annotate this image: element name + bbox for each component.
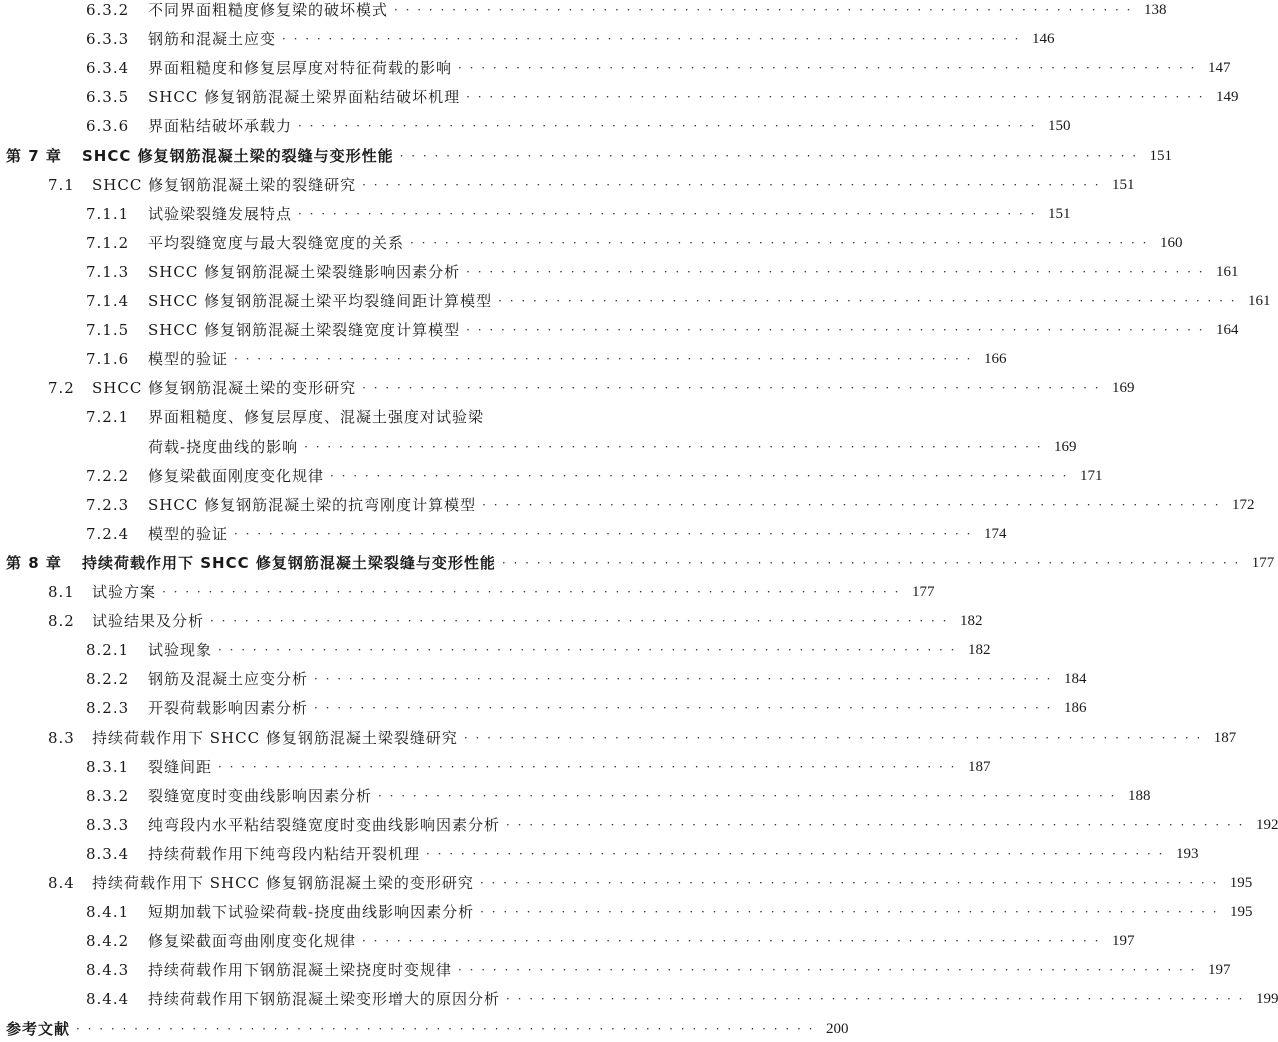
toc-entry-number: 8.4.4	[86, 990, 130, 1009]
toc-entry-page: 199	[1255, 991, 1278, 1008]
toc-leader-dots: · · · · · · · · · · · · · · · · · · · · · · · · · · · · · · · · · · · · · · · · · · · · · · · · · · · · · · · · · · · · · · · ·	[218, 643, 957, 658]
toc-entry-page: 161	[1248, 293, 1271, 309]
toc-entry-page: 197	[1207, 962, 1231, 979]
toc-entry[interactable]	[0, 812, 1278, 838]
toc-entry-page: 151	[1149, 147, 1173, 164]
toc-leader-dots: · · · · · · · · · · · · · · · · · · · · · · · · · · · · · · · · · · · · · · · · · · · · · · · · · · · · · · · · · · · · · · · ·	[399, 148, 1139, 163]
toc-entry-title: SHCC 修复钢筋混凝土梁的变形研究	[92, 379, 357, 398]
toc-entry[interactable]	[0, 608, 983, 634]
toc-entry-number: 8.3.4	[86, 844, 130, 863]
toc-entry[interactable]	[0, 259, 1239, 285]
toc-entry[interactable]	[0, 579, 935, 605]
toc-entry-title: 平均裂缝宽度与最大裂缝宽度的关系	[148, 233, 405, 252]
toc-entry-number: 8.3.3	[86, 815, 130, 834]
toc-entry-page: 186	[1063, 700, 1087, 717]
toc-leader-dots: · · · · · · · · · · · · · · · · · · · · · · · · · · · · · · · · · · · · · · · · · · · · · · · · · · · · · · · · · · · · · · · ·	[479, 876, 1219, 890]
toc-entry-title: SHCC 修复钢筋混凝土梁平均裂缝间距计算模型	[148, 292, 493, 310]
toc-entry-page: 197	[1111, 933, 1135, 950]
toc-entry-number: 7.2.4	[86, 524, 130, 543]
toc-entry-page: 192	[1255, 816, 1278, 833]
toc-entry-title: 模型的验证	[148, 350, 229, 369]
toc-entry[interactable]	[0, 695, 1087, 721]
toc-leader-dots: · · · · · · · · · · · · · · · · · · · · · · · · · · · · · · · · · · · · · · · · · · · · · · · · · · · · · · · · · · · · · · · ·	[378, 788, 1117, 803]
toc-leader-dots: · · · · · · · · · · · · · · · · · · · · · · · · · · · · · · · · · · · · · · · · · · · · · · · · · · · · · · · · · · · · · · · ·	[506, 992, 1245, 1007]
toc-entry-page: 195	[1229, 875, 1253, 891]
toc-leader-dots: · · · · · · · · · · · · · · · · · · · · · · · · · · · · · · · · · · · · · · · · · · · · · · · · · · · · · · · · · · · · · · · ·	[362, 381, 1101, 396]
toc-entry-title: 不同界面粗糙度修复梁的破坏模式	[148, 1, 389, 19]
toc-entry[interactable]	[0, 143, 1173, 169]
toc-entry-title: 界面粗糙度和修复层厚度对特征荷载的影响	[148, 59, 453, 78]
toc-entry-title: 修复梁截面弯曲刚度变化规律	[148, 932, 357, 951]
toc-entry-number: 7.1	[48, 175, 75, 194]
toc-entry-title: SHCC 修复钢筋混凝土梁裂缝宽度计算模型	[148, 321, 461, 340]
toc-leader-dots: · · · · · · · · · · · · · · · · · · · · · · · · · · · · · · · · · · · · · · · · · · · · · · · · · · · · · · · · · · · · · · · ·	[394, 3, 1133, 17]
toc-entry-number: 7.1.6	[86, 350, 130, 369]
toc-leader-dots: · · · · · · · · · · · · · · · · · · · · · · · · · · · · · · · · · · · · · · · · · · · · · · · · · · · · · · · · · · · · · · · ·	[314, 701, 1053, 716]
toc-entry-page: 174	[983, 525, 1007, 542]
toc-entry-number: 8.3.2	[86, 786, 130, 805]
toc-entry-number: 8.3	[48, 728, 75, 747]
toc-entry[interactable]	[0, 55, 1231, 81]
toc-entry[interactable]	[0, 928, 1135, 954]
toc-entry-page: 177	[1251, 554, 1275, 571]
toc-entry-number: 8.4.1	[86, 903, 130, 922]
toc-entry-title: 钢筋及混凝土应变分析	[148, 670, 309, 689]
toc-entry-title: 持续荷载作用下 SHCC 修复钢筋混凝土梁裂缝研究	[92, 728, 458, 747]
toc-entry-title: 持续荷载作用下钢筋混凝土梁挠度时变规律	[148, 961, 453, 980]
toc-entry[interactable]	[0, 172, 1135, 198]
toc-entry[interactable]	[0, 230, 1183, 256]
toc-entry-title: 荷载-挠度曲线的影响	[148, 437, 299, 456]
toc-entry-number: 第 8 章	[6, 553, 62, 572]
toc-leader-dots: · · · · · · · · · · · · · · · · · · · · · · · · · · · · · · · · · · · · · · · · · · · · · · · · · · · · · · · · · · · · · · · ·	[362, 177, 1101, 192]
toc-entry-page: 149	[1216, 89, 1239, 106]
toc-entry-number: 6.3.5	[86, 88, 130, 107]
toc-entry-page: 151	[1047, 205, 1071, 222]
toc-entry[interactable]	[0, 841, 1199, 867]
toc-leader-dots: · · · · · · · · · · · · · · · · · · · · · · · · · · · · · · · · · · · · · · · · · · · · · · · · · · · · · · · · · · · · · · · ·	[463, 730, 1203, 745]
toc-leader-dots: · · · · · · · · · · · · · · · · · · · · · · · · · · · · · · · · · · · · · · · · · · · · · · · · · · · · · · · · · · · · · · · ·	[362, 934, 1101, 949]
toc-entry-page: 182	[967, 642, 991, 659]
toc-entry[interactable]	[0, 1016, 849, 1042]
toc-leader-dots: · · · · · · · · · · · · · · · · · · · · · · · · · · · · · · · · · · · · · · · · · · · · · · · · · · · · · · · · · · · · · · · ·	[480, 905, 1219, 920]
toc-entry-number: 8.2.2	[86, 670, 130, 689]
toc-entry-title: 修复梁截面刚度变化规律	[148, 466, 325, 485]
toc-entry-number: 6.3.3	[86, 30, 130, 49]
toc-entry-number: 7.2.1	[86, 408, 130, 427]
toc-entry-page: 161	[1216, 263, 1239, 280]
toc-entry-title: 开裂荷载影响因素分析	[148, 699, 309, 718]
toc-entry-title: 裂缝宽度时变曲线影响因素分析	[148, 786, 373, 805]
toc-entry-title: 钢筋和混凝土应变	[148, 30, 277, 49]
toc-entry[interactable]	[0, 201, 1071, 227]
toc-entry-number: 7.2.2	[86, 466, 130, 485]
toc-leader-dots: · · · · · · · · · · · · · · · · · · · · · · · · · · · · · · · · · · · · · · · · · · · · · · · · · · · · · · · · · · · · · · · ·	[466, 323, 1205, 338]
toc-entry-number: 8.2.3	[86, 699, 130, 718]
toc-entry-number: 6.3.6	[86, 117, 130, 136]
toc-entry[interactable]	[0, 754, 991, 780]
toc-entry[interactable]	[0, 521, 1007, 547]
toc-leader-dots: · · · · · · · · · · · · · · · · · · · · · · · · · · · · · · · · · · · · · · · · · · · · · · · · · · · · · · · · · · · · · · · ·	[162, 585, 901, 599]
toc-entry[interactable]	[0, 346, 1007, 372]
toc-entry[interactable]	[0, 463, 1103, 489]
toc-entry[interactable]	[0, 986, 1278, 1012]
toc-entry-number: 8.3.1	[86, 757, 130, 776]
toc-entry-page: 193	[1175, 845, 1199, 862]
toc-entry-page: 172	[1232, 496, 1255, 513]
toc-entry-number: 8.4.2	[86, 932, 130, 951]
toc-entry-title: 参考文献	[6, 1019, 71, 1038]
toc-entry-title: 纯弯段内水平粘结裂缝宽度时变曲线影响因素分析	[148, 815, 501, 834]
toc-leader-dots: · · · · · · · · · · · · · · · · · · · · · · · · · · · · · · · · · · · · · · · · · · · · · · · · · · · · · · · · · · · · · · · ·	[218, 759, 957, 774]
toc-entry-page: 146	[1031, 31, 1055, 48]
toc-entry-number: 7.1.3	[86, 262, 130, 281]
toc-entry-page: 195	[1230, 904, 1253, 921]
toc-entry[interactable]	[0, 637, 991, 663]
toc-leader-dots: · · · · · · · · · · · · · · · · · · · · · · · · · · · · · · · · · · · · · · · · · · · · · · · · · · · · · · · · · · · · · · · ·	[458, 963, 1197, 978]
toc-entry-page: 169	[1054, 438, 1077, 455]
toc-entry-title: 试验梁裂缝发展特点	[148, 204, 293, 223]
toc-entry[interactable]	[0, 957, 1231, 983]
toc-entry-number: 8.1	[48, 583, 75, 601]
toc-leader-dots: · · · · · · · · · · · · · · · · · · · · · · · · · · · · · · · · · · · · · · · · · · · · · · · · · · · · · · · · · · · · · · · ·	[498, 294, 1237, 308]
toc-entry[interactable]	[0, 288, 1271, 314]
toc-leader-dots: · · · · · · · · · · · · · · · · · · · · · · · · · · · · · · · · · · · · · · · · · · · · · · · · · · · · · · · · · · · · · · · ·	[458, 61, 1197, 76]
toc-leader-dots: · · · · · · · · · · · · · · · · · · · · · · · · · · · · · · · · · · · · · · · · · · · · · · · · · · · · · · · · · · · · · · · ·	[426, 846, 1165, 861]
toc-entry-title: 试验结果及分析	[92, 612, 205, 631]
toc-entry-number: 7.1.1	[86, 204, 130, 223]
toc-entry-title: 试验方案	[92, 583, 157, 601]
toc-entry-title: 试验现象	[148, 641, 213, 660]
toc-entry-page: 150	[1047, 118, 1071, 135]
toc-entry-page: 187	[1213, 729, 1237, 746]
toc-entry-page: 166	[983, 351, 1007, 368]
toc-entry[interactable]	[0, 783, 1151, 809]
toc-entry[interactable]	[0, 725, 1237, 751]
toc-leader-dots: · · · · · · · · · · · · · · · · · · · · · · · · · · · · · · · · · · · · · · · · · · · · · · · · · · · · · · · · · · · · · · · ·	[314, 672, 1053, 687]
toc-entry-page: 200	[825, 1020, 849, 1037]
toc-leader-dots: · · · · · · · · · · · · · · · · · · · · · · · · · · · · · · · · · · · · · · · · · · · · · · · · · · · · · · · · · · · · · · · ·	[466, 264, 1205, 279]
toc-entry-page: 147	[1207, 60, 1231, 77]
toc-entry[interactable]	[0, 26, 1055, 52]
toc-entry-title: SHCC 修复钢筋混凝土梁的抗弯刚度计算模型	[148, 495, 477, 514]
toc-leader-dots: · · · · · · · · · · · · · · · · · · · · · · · · · · · · · · · · · · · · · · · · · · · · · · · · · · · · · · · · · · · · · · · ·	[330, 468, 1069, 483]
toc-entry-title: SHCC 修复钢筋混凝土梁的裂缝与变形性能	[82, 146, 394, 165]
toc-entry-page: 171	[1079, 467, 1103, 484]
toc-entry-page: 164	[1216, 322, 1239, 339]
toc-entry[interactable]	[0, 0, 1167, 23]
toc-entry[interactable]	[0, 550, 1275, 576]
toc-entry[interactable]	[0, 404, 730, 430]
toc-entry-number: 8.4.3	[86, 961, 130, 980]
toc-leader-dots: · · · · · · · · · · · · · · · · · · · · · · · · · · · · · · · · · · · · · · · · · · · · · · · · · · · · · · · · · · · · · · · ·	[234, 526, 973, 541]
toc-entry-number: 6.3.4	[86, 59, 130, 78]
toc-entry[interactable]	[0, 666, 1087, 692]
toc-entry-page: 187	[967, 758, 991, 775]
toc-leader-dots: · · · · · · · · · · · · · · · · · · · · · · · · · · · · · · · · · · · · · · · · · · · · · · · · · · · · · · · · · · · · · · · ·	[466, 90, 1205, 105]
toc-entry[interactable]	[0, 434, 1077, 460]
toc-entry-page: 160	[1159, 234, 1183, 251]
toc-entry-number: 7.1.5	[86, 321, 130, 340]
toc-entry-title: SHCC 修复钢筋混凝土梁界面粘结破坏机理	[148, 88, 461, 107]
toc-entry-number: 8.2.1	[86, 641, 130, 660]
toc-entry[interactable]	[0, 492, 1255, 518]
toc-entry-title: 界面粗糙度、修复层厚度、混凝土强度对试验梁	[148, 408, 485, 427]
toc-entry-number: 7.1.4	[86, 292, 130, 310]
toc-entry-title: 持续荷载作用下 SHCC 修复钢筋混凝土梁裂缝与变形性能	[82, 553, 496, 572]
toc-entry-title: 模型的验证	[148, 524, 229, 543]
toc-entry-number: 7.2	[48, 379, 75, 398]
toc-entry-number: 7.2.3	[86, 495, 130, 514]
toc-entry-page: 151	[1112, 176, 1135, 193]
toc-entry[interactable]	[0, 317, 1239, 343]
toc-leader-dots: · · · · · · · · · · · · · · · · · · · · · · · · · · · · · · · · · · · · · · · · · · · · · · · · · · · · · · · · · · · · · · · ·	[234, 352, 973, 367]
toc-entry-title: 裂缝间距	[148, 757, 213, 776]
toc-entry-title: 持续荷载作用下钢筋混凝土梁变形增大的原因分析	[148, 990, 501, 1009]
toc-entry-page: 188	[1127, 787, 1151, 804]
toc-entry-title: 短期加载下试验梁荷载-挠度曲线影响因素分析	[148, 903, 475, 922]
toc-leader-dots: · · · · · · · · · · · · · · · · · · · · · · · · · · · · · · · · · · · · · · · · · · · · · · · · · · · · · · · · · · · · · · · ·	[298, 119, 1037, 134]
toc-leader-dots: · · · · · · · · · · · · · · · · · · · · · · · · · · · · · · · · · · · · · · · · · · · · · · · · · · · · · · · · · · · · · · · ·	[482, 497, 1221, 512]
toc-entry-page: 169	[1112, 380, 1135, 397]
toc-leader-dots: · · · · · · · · · · · · · · · · · · · · · · · · · · · · · · · · · · · · · · · · · · · · · · · · · · · · · · · · · · · · · · · ·	[506, 817, 1245, 832]
toc-leader-dots: · · · · · · · · · · · · · · · · · · · · · · · · · · · · · · · · · · · · · · · · · · · · · · · · · · · · · · · · · · · · · · · ·	[282, 32, 1021, 47]
toc-leader-dots: · · · · · · · · · · · · · · · · · · · · · · · · · · · · · · · · · · · · · · · · · · · · · · · · · · · · · · · · · · · · · · · ·	[76, 1021, 815, 1036]
toc-leader-dots: · · · · · · · · · · · · · · · · · · · · · · · · · · · · · · · · · · · · · · · · · · · · · · · · · · · · · · · · · · · · · · · ·	[210, 614, 949, 629]
toc-leader-dots: · · · · · · · · · · · · · · · · · · · · · · · · · · · · · · · · · · · · · · · · · · · · · · · · · · · · · · · · · · · · · · · ·	[501, 555, 1241, 570]
toc-leader-dots: · · · · · · · · · · · · · · · · · · · · · · · · · · · · · · · · · · · · · · · · · · · · · · · · · · · · · · · · · · · · · · · ·	[304, 439, 1043, 454]
toc-entry-title: 界面粘结破坏承载力	[148, 117, 293, 136]
toc-entry-number: 7.1.2	[86, 233, 130, 252]
toc-entry[interactable]	[0, 375, 1135, 401]
toc-entry-page: 138	[1143, 2, 1167, 18]
toc-entry-number: 第 7 章	[6, 146, 62, 165]
toc-entry-page: 177	[911, 584, 935, 600]
toc-leader-dots: · · · · · · · · · · · · · · · · · · · · · · · · · · · · · · · · · · · · · · · · · · · · · · · · · · · · · · · · · · · · · · · ·	[410, 235, 1149, 250]
toc-entry[interactable]	[0, 84, 1239, 110]
toc-entry[interactable]	[0, 870, 1253, 896]
toc-entry-number: 6.3.2	[86, 1, 130, 19]
toc-entry-title: SHCC 修复钢筋混凝土梁裂缝影响因素分析	[148, 262, 461, 281]
toc-entry-title: 持续荷载作用下 SHCC 修复钢筋混凝土梁的变形研究	[92, 874, 474, 892]
toc-entry[interactable]	[0, 113, 1071, 139]
toc-entry-title: 持续荷载作用下纯弯段内粘结开裂机理	[148, 844, 421, 863]
toc-entry-number: 8.2	[48, 612, 75, 631]
toc-entry[interactable]	[0, 899, 1253, 925]
toc-leader-dots: · · · · · · · · · · · · · · · · · · · · · · · · · · · · · · · · · · · · · · · · · · · · · · · · · · · · · · · · · · · · · · · ·	[298, 206, 1037, 221]
toc-entry-number: 8.4	[48, 874, 75, 892]
toc-entry-page: 184	[1063, 671, 1087, 688]
toc-entry-title: SHCC 修复钢筋混凝土梁的裂缝研究	[92, 175, 357, 194]
toc-entry-page: 182	[959, 613, 983, 630]
